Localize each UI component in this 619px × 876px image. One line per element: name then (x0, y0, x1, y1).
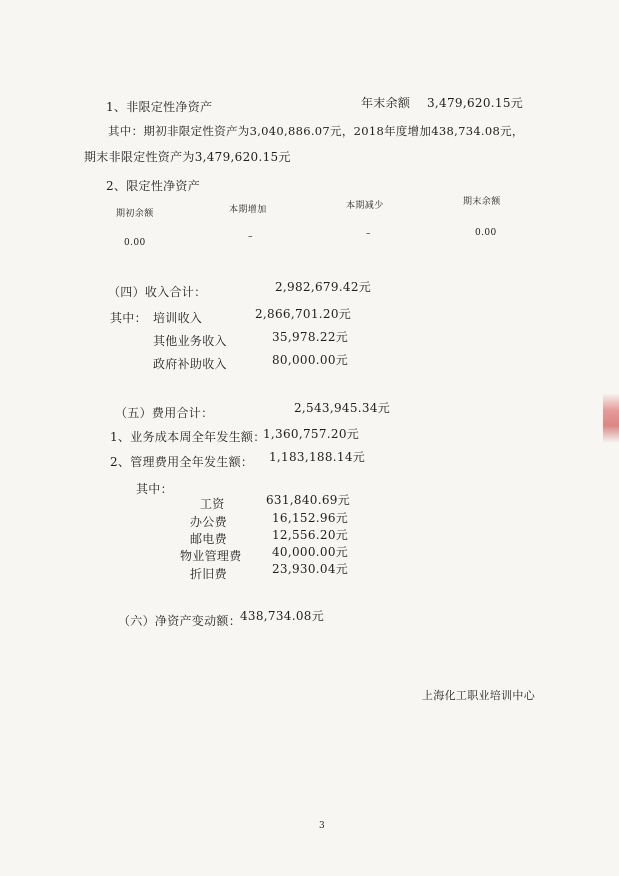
section1-line2: 期末非限定性资产为3,479,620.15元 (84, 150, 291, 164)
seal-stamp-fragment (603, 393, 619, 443)
header-opening-balance: 期初余额 (116, 209, 154, 219)
expense-sub-item-value: 631,840.69元 (266, 493, 351, 507)
expense-sub-label: 其中： (136, 482, 173, 496)
income-item-value: 80,000.00元 (272, 353, 349, 367)
value-period-decrease: – (366, 229, 371, 239)
net-change-value: 438,734.08元 (240, 609, 325, 623)
expense-line2-value: 1,183,188.14元 (269, 450, 366, 464)
income-item-label: 培训收入 (153, 311, 203, 325)
income-title: （四）收入合计： (108, 285, 207, 299)
section2-title: 2、限定性净资产 (106, 179, 201, 193)
year-end-value: 3,479,620.15元 (427, 96, 524, 110)
expense-sub-item-value: 16,152.96元 (272, 511, 349, 525)
expense-sub-item-value: 40,000.00元 (272, 545, 349, 559)
income-item-value: 35,978.22元 (272, 330, 349, 344)
expense-line1-value: 1,360,757.20元 (263, 427, 360, 441)
value-opening-balance: 0.00 (124, 238, 146, 248)
expense-title: （五）费用合计： (115, 406, 214, 420)
income-items-label: 其中： (110, 311, 147, 325)
header-period-increase: 本期增加 (229, 205, 267, 215)
expense-total: 2,543,945.34元 (294, 401, 391, 415)
page-number: 3 (319, 821, 326, 831)
section1-title: 1、非限定性净资产 (106, 100, 213, 114)
expense-sub-item-value: 23,930.04元 (272, 562, 349, 576)
header-closing-balance: 期末余额 (463, 197, 501, 207)
income-total: 2,982,679.42元 (275, 280, 372, 294)
expense-sub-item-label: 物业管理费 (180, 549, 242, 563)
year-end-label: 年末余额 (361, 96, 411, 110)
organization-signature: 上海化工职业培训中心 (422, 689, 535, 702)
net-change-label: （六）净资产变动额： (118, 614, 242, 628)
expense-sub-item-label: 折旧费 (190, 567, 227, 581)
income-item-label: 其他业务收入 (153, 334, 227, 348)
value-closing-balance: 0.00 (475, 228, 497, 238)
value-period-increase: – (248, 232, 253, 242)
header-period-decrease: 本期减少 (346, 201, 384, 211)
income-item-label: 政府补助收入 (153, 357, 227, 371)
expense-line2-label: 2、管理费用全年发生额： (110, 455, 254, 469)
expense-sub-item-label: 邮电费 (190, 532, 227, 546)
expense-sub-item-label: 办公费 (190, 515, 227, 529)
income-item-value: 2,866,701.20元 (255, 307, 352, 321)
section1-line1: 其中：期初非限定性资产为3,040,886.07元，2018年度增加438,734.08元， (108, 124, 524, 138)
expense-line1-label: 1、业务成本周全年发生额： (110, 430, 266, 444)
expense-sub-item-label: 工资 (200, 497, 225, 511)
expense-sub-item-value: 12,556.20元 (272, 528, 349, 542)
